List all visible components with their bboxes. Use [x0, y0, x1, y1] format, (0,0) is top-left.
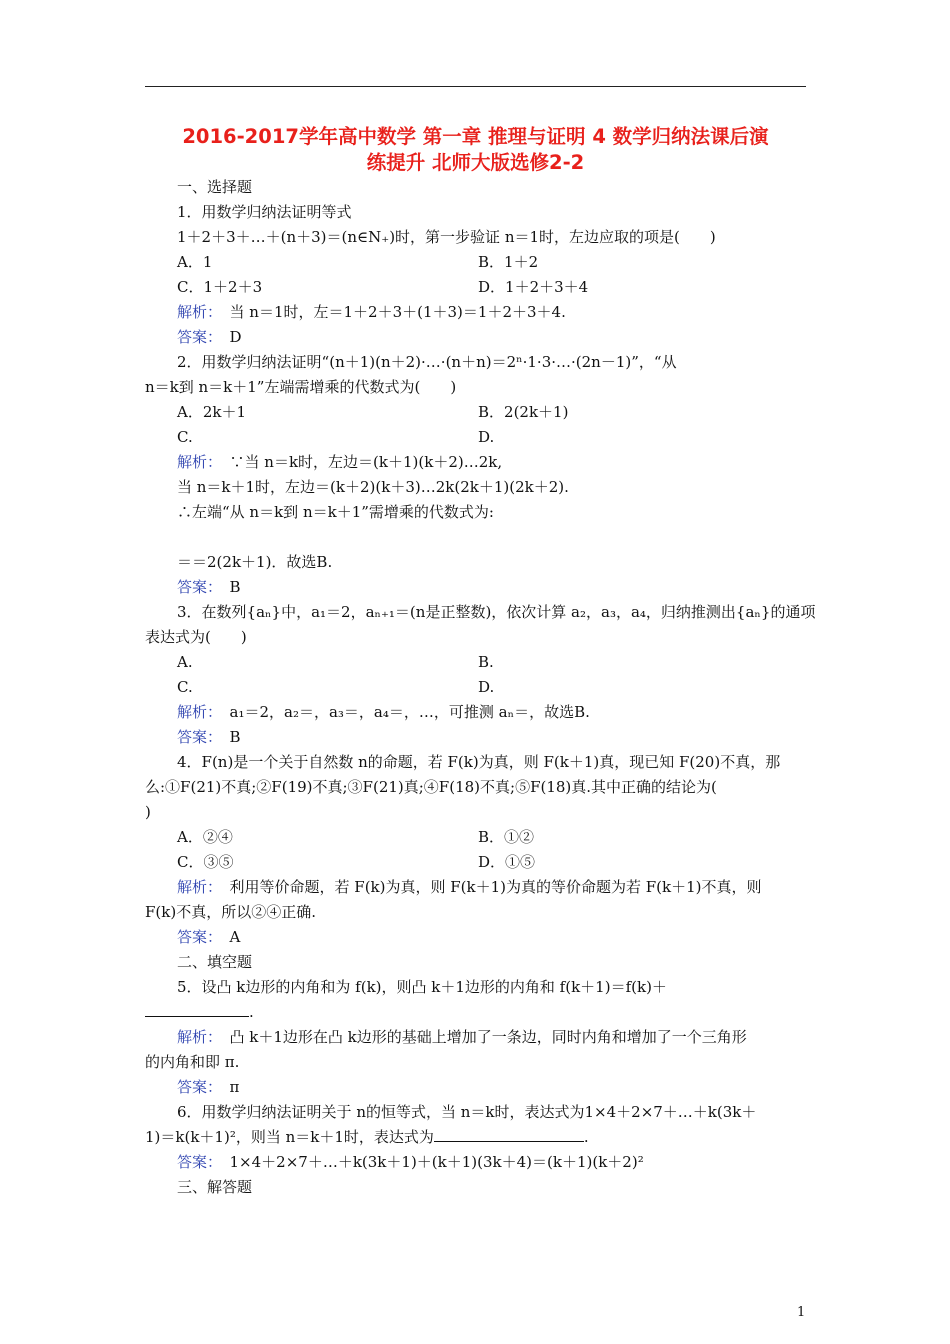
line-text: D	[214, 328, 242, 346]
text-line	[177, 1102, 756, 1122]
line-text: π	[214, 1078, 240, 1096]
title-line-2: 练提升 北师大版选修2-2	[366, 151, 585, 174]
line-text: n＝k到 n＝k＋1”左端需增乘的代数式为( )	[145, 378, 457, 396]
line-text: C．1＋2＋3	[177, 278, 263, 296]
line-text: D.	[478, 428, 495, 446]
header-rule	[145, 86, 806, 87]
line-text: A	[214, 928, 241, 946]
text-line	[177, 352, 677, 372]
line-text: A．②④	[177, 828, 233, 846]
line-text: 三、解答题	[177, 1178, 253, 1196]
text-line	[177, 977, 667, 997]
title-line-1: 2016-2017学年高中数学 第一章 推理与证明 4 数学归纳法课后演	[182, 125, 769, 148]
line-text: B	[214, 728, 241, 746]
text-line	[177, 1177, 252, 1197]
answer-blank	[434, 1127, 584, 1142]
line-text: 表达式为( )	[145, 628, 247, 646]
line-end-punct: .	[249, 1003, 254, 1021]
text-line	[145, 777, 717, 797]
line-text: ＝＝2(2k＋1)．故选B.	[177, 553, 333, 571]
text-line	[177, 952, 252, 972]
text-line	[177, 252, 212, 272]
line-text: 1＋2＋3＋…＋(n＋3)＝(n∈N₊)时，第一步验证 n＝1时，左边应取的项是( )	[177, 228, 716, 246]
line-text: B.	[478, 653, 494, 671]
text-line	[177, 727, 241, 747]
line-text: 1．用数学归纳法证明等式	[177, 203, 352, 221]
line-text: 1×4＋2×7＋…＋k(3k＋1)＋(k＋1)(3k＋4)＝(k＋1)(k＋2)²	[214, 1153, 644, 1171]
line-text: C.	[177, 428, 193, 446]
line-text: ∴左端“从 n＝k到 n＝k＋1”需增乘的代数式为:	[177, 503, 494, 521]
text-line	[177, 552, 332, 572]
text-line	[177, 227, 716, 247]
solution-label: 解析：	[177, 1028, 215, 1046]
solution-label: 解析：	[177, 303, 215, 321]
text-line	[145, 902, 316, 922]
text-line	[478, 402, 568, 422]
text-line	[177, 577, 241, 597]
text-line	[145, 1052, 239, 1072]
text-line	[177, 652, 193, 672]
line-text: 当 n＝1时，左＝1＋2＋3＋(1＋3)＝1＋2＋3＋4.	[214, 303, 566, 321]
line-text: C．③⑤	[177, 853, 234, 871]
line-text: 的内角和即 π.	[145, 1053, 240, 1071]
text-line	[177, 752, 780, 772]
solution-label: 答案：	[177, 578, 215, 596]
text-line	[177, 827, 233, 847]
text-line	[177, 852, 233, 872]
document-title	[145, 124, 806, 176]
line-text: ∵当 n＝k时，左边＝(k＋1)(k＋2)…2k,	[214, 453, 503, 471]
solution-label: 答案：	[177, 1153, 215, 1171]
line-text: 6．用数学归纳法证明关于 n的恒等式，当 n＝k时，表达式为1×4＋2×7＋…＋k(3k＋	[177, 1103, 757, 1121]
line-text: A．1	[177, 253, 213, 271]
line-text: F(k)不真，所以②④正确.	[145, 903, 316, 921]
line-text: D．1＋2＋3＋4	[478, 278, 589, 296]
line-text: B．1＋2	[478, 253, 539, 271]
line-text: 1)＝k(k＋1)²，则当 n＝k＋1时，表达式为	[145, 1128, 434, 1146]
line-text: B	[214, 578, 241, 596]
solution-label: 答案：	[177, 328, 215, 346]
page-number: 1	[797, 1305, 806, 1320]
text-line	[145, 377, 456, 397]
text-line	[177, 427, 193, 447]
text-line	[145, 802, 151, 822]
line-text: 2．用数学归纳法证明“(n＋1)(n＋2)·…·(n＋n)＝2ⁿ·1·3·…·(2n－1)”，“从	[177, 353, 677, 371]
text-line	[177, 1077, 239, 1097]
line-text: 么:①F(21)不真;②F(19)不真;③F(21)真;④F(18)不真;⑤F(18)真.其中正确的结论为(	[145, 778, 717, 796]
text-line	[478, 277, 588, 297]
text-line	[177, 327, 242, 347]
text-line	[478, 827, 534, 847]
text-line	[177, 502, 494, 522]
solution-label: 解析：	[177, 878, 215, 896]
line-end-punct: .	[583, 1128, 589, 1146]
text-line	[177, 1152, 644, 1172]
line-text: 当 n＝k＋1时，左边＝(k＋2)(k＋3)…2k(2k＋1)(2k＋2).	[177, 478, 569, 496]
line-text: 二、填空题	[177, 953, 253, 971]
solution-label: 解析：	[177, 703, 215, 721]
solution-label: 答案：	[177, 1078, 215, 1096]
text-line	[177, 877, 762, 897]
line-text: A．2k＋1	[177, 403, 247, 421]
solution-label: 解析：	[177, 453, 215, 471]
text-line	[177, 202, 352, 222]
line-text: )	[145, 803, 151, 821]
text-line	[177, 927, 240, 947]
line-text: C.	[177, 678, 193, 696]
line-text: D．①⑤	[478, 853, 536, 871]
solution-label: 答案：	[177, 928, 215, 946]
text-line	[478, 252, 538, 272]
line-text: A.	[177, 653, 193, 671]
text-line	[478, 852, 535, 872]
text-line	[478, 677, 494, 697]
text-line	[177, 702, 590, 722]
line-text: 4．F(n)是一个关于自然数 n的命题，若 F(k)为真，则 F(k＋1)真，现已知 F(20)不真，那	[177, 753, 781, 771]
text-line	[478, 652, 494, 672]
text-line	[177, 302, 566, 322]
solution-label: 答案：	[177, 728, 215, 746]
text-line	[177, 402, 246, 422]
text-line	[177, 177, 252, 197]
text-line	[177, 602, 815, 622]
text-line	[177, 277, 262, 297]
text-line	[145, 1127, 589, 1147]
text-line	[145, 627, 247, 647]
text-line	[177, 677, 193, 697]
text-line	[177, 1027, 747, 1047]
line-text: B．2(2k＋1)	[478, 403, 569, 421]
text-line	[177, 452, 502, 472]
line-text: 凸 k＋1边形在凸 k边形的基础上增加了一条边，同时内角和增加了一个三角形	[214, 1028, 747, 1046]
line-text: B．①②	[478, 828, 535, 846]
answer-blank	[145, 1002, 249, 1017]
line-text: D.	[478, 678, 495, 696]
text-line	[177, 477, 569, 497]
text-line	[145, 1002, 254, 1022]
line-text: 5．设凸 k边形的内角和为 f(k)，则凸 k＋1边形的内角和 f(k＋1)＝f(k)＋	[177, 978, 667, 996]
line-text: a₁＝2，a₂＝，a₃＝，a₄＝，…，可推测 aₙ＝，故选B.	[214, 703, 590, 721]
text-line	[478, 427, 494, 447]
line-text: 一、选择题	[177, 178, 253, 196]
line-text: 3．在数列{aₙ}中，a₁＝2，aₙ₊₁＝(n是正整数)，依次计算 a₂，a₃，a₄，归纳推测出{aₙ}的通项	[177, 603, 816, 621]
line-text: 利用等价命题，若 F(k)为真，则 F(k＋1)为真的等价命题为若 F(k＋1)不真，则	[214, 878, 762, 896]
